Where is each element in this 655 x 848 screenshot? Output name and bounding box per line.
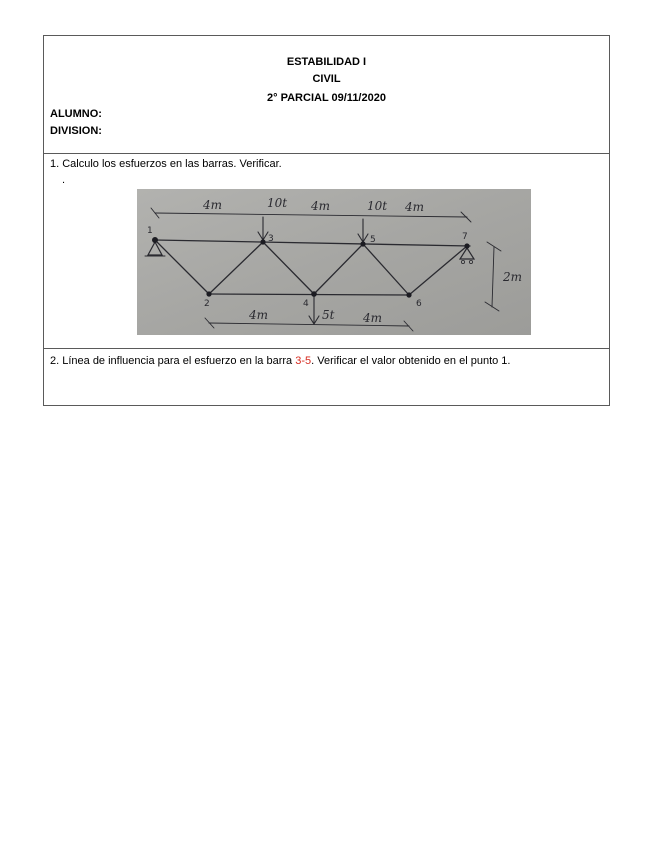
student-label: ALUMNO: — [50, 108, 102, 120]
question-2 — [44, 349, 609, 405]
node-label-5: 5 — [370, 235, 376, 245]
node-label-1: 1 — [147, 226, 153, 236]
question-1 — [44, 154, 609, 349]
node-label-4: 4 — [303, 299, 309, 309]
question-2-prefix: 2. Línea de influencia para el esfuerzo en la barra — [50, 355, 296, 367]
span-label-top-1: 4m — [203, 198, 223, 212]
bar-reference: 3-5 — [295, 355, 312, 367]
load-label-2: 10t — [367, 199, 388, 213]
node-label-7: 7 — [462, 232, 468, 242]
load-label-3: 5t — [322, 308, 335, 322]
node-label-3: 3 — [268, 234, 274, 244]
span-label-bottom-2: 4m — [363, 311, 383, 325]
course-title: ESTABILIDAD I — [286, 56, 367, 68]
node-label-2: 2 — [204, 299, 210, 309]
career-label: CIVIL — [312, 73, 341, 85]
question-2-suffix: . Verificar el valor obtenido en el punto 1. — [311, 355, 511, 367]
exam-table — [43, 35, 610, 406]
load-label-1: 10t — [267, 196, 288, 210]
division-label: DIVISION: — [50, 125, 102, 137]
node-label-6: 6 — [416, 299, 422, 309]
height-label: 2m — [503, 270, 523, 284]
span-label-bottom-1: 4m — [249, 308, 269, 322]
truss-photo — [137, 189, 531, 335]
span-label-top-3: 4m — [405, 200, 425, 214]
question-2-text — [50, 354, 510, 368]
question-1-text: 1. Calculo los esfuerzos en las barras. Verificar. — [50, 158, 282, 170]
stray-dot: . — [62, 174, 66, 186]
span-label-top-2: 4m — [311, 199, 331, 213]
exam-header — [44, 36, 609, 154]
exam-date: 2° PARCIAL 09/11/2020 — [267, 92, 386, 104]
